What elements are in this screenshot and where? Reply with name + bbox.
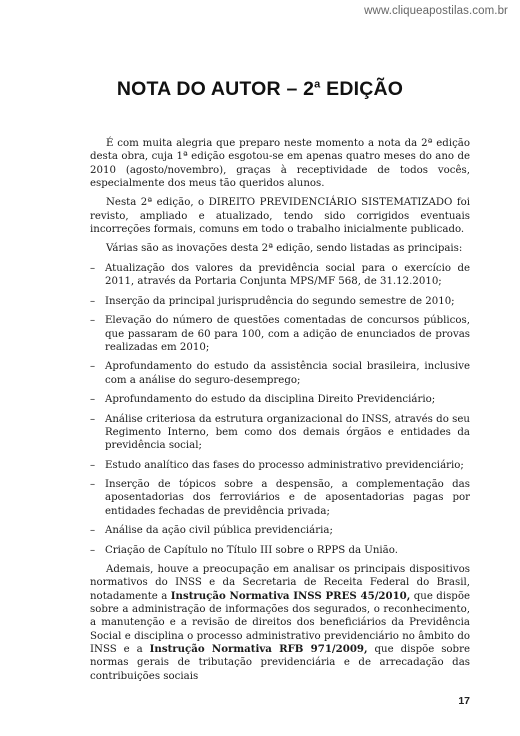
bullet-dash: –: [90, 394, 96, 406]
list-item-text: Inserção de tópicos sobre a despensão, a complementação das aposentadorias dos ferroviários e de aposentadorias pagas por entidades fechadas de previdência privada;: [105, 479, 470, 517]
body-text: [90, 137, 470, 689]
paragraph-innovations: Várias são as inovações desta 2ª edição, sendo listadas as principais:: [106, 243, 463, 255]
list-item: [90, 295, 470, 308]
bullet-dash: –: [90, 459, 96, 471]
list-item: [90, 262, 470, 289]
list-item: [90, 544, 470, 557]
paragraph-normative: [90, 563, 470, 683]
bullet-dash: –: [90, 413, 96, 425]
normative-text-2: que dispõe sobre a administração de informações dos segurados, o reconhecimento, a manutenção e a revisão de direitos dos beneficiários da Previdência Social e disciplina o processo administrativo previdenciário no âmbito do INSS e a: [90, 590, 470, 655]
list-item-text: Análise criteriosa da estrutura organizacional do INSS, através do seu Regimento Interno, bem como dos demais órgãos e entidades da previdência social;: [105, 413, 470, 452]
normative-text-3: que dispõe sobre normas gerais de tributação previdenciária e de arrecadação das contribuições sociais: [90, 643, 470, 682]
list-item-text: Aprofundamento do estudo da disciplina Direito Previdenciário;: [105, 394, 436, 406]
watermark-url: www.cliqueapostilas.com.br: [364, 5, 508, 17]
normative-bold-2: Instrução Normativa RFB 971/2009,: [149, 642, 368, 655]
bullet-dash: –: [90, 262, 96, 274]
title-superscript: a: [314, 78, 321, 91]
bullet-dash: –: [90, 544, 96, 556]
list-item: [90, 413, 470, 453]
list-item-text: Aprofundamento do estudo da assistência social brasileira, inclusive com a análise do seguro-desemprego;: [105, 361, 470, 386]
list-item: [90, 314, 470, 354]
normative-bold-1: Instrução Normativa INSS PRES 45/2010,: [170, 589, 411, 602]
bullet-dash: –: [90, 361, 96, 373]
bullet-dash: –: [90, 295, 96, 307]
list-item: [90, 459, 470, 472]
title-main: NOTA DO AUTOR – 2: [116, 78, 315, 100]
page-number: 17: [458, 695, 470, 707]
list-item-text: Análise da ação civil pública previdenciária;: [105, 525, 333, 537]
bullet-dash: –: [90, 479, 96, 491]
paragraph-intro: É com muita alegria que preparo neste momento a nota da 2ª edição desta obra, cuja 1ª edição esgotou-se em apenas quatro meses do ano de 2010 (agosto/novembro), graças à receptividade de todos vocês, especialmente dos meus tão queridos alunos.: [90, 138, 470, 189]
list-item: [90, 478, 470, 518]
list-item-text: Elevação do número de questões comentadas de concursos públicos, que passaram de 60 para 100, com a adição de enunciados de provas realizadas em 2010;: [105, 315, 470, 353]
title-rest: EDIÇÃO: [320, 78, 404, 100]
list-item: [90, 360, 470, 387]
list-item-text: Criação de Capítulo no Título III sobre o RPPS da União.: [105, 544, 398, 556]
list-item-text: Estudo analítico das fases do processo administrativo previdenciário;: [105, 459, 464, 471]
list-item: [90, 524, 470, 537]
list-item-text: Atualização dos valores da previdência social para o exercício de 2011, através da Portaria Conjunta MPS/MF 568, de 31.12.2010;: [105, 262, 470, 288]
list-item: [90, 393, 470, 406]
bullet-dash: –: [90, 315, 96, 327]
page-title: [0, 78, 520, 101]
normative-text-1: Ademais, houve a preocupação em analisar os principais dispositivos normativos do INSS e da Secretaria de Receita Federal do Brasil, notadamente a: [90, 564, 470, 602]
list-item-text: Inserção da principal jurisprudência do segundo semestre de 2010;: [105, 295, 455, 307]
paragraph-second-edition: Nesta 2ª edição, o DIREITO PREVIDENCIÁRIO SISTEMATIZADO foi revisto, ampliado e atualizado, tendo sido corrigidos eventuais incorreções formais, comuns em todo o trabalho inicialmente publicado.: [90, 197, 470, 235]
bullet-dash: –: [90, 525, 96, 537]
innovations-list: [90, 262, 470, 557]
